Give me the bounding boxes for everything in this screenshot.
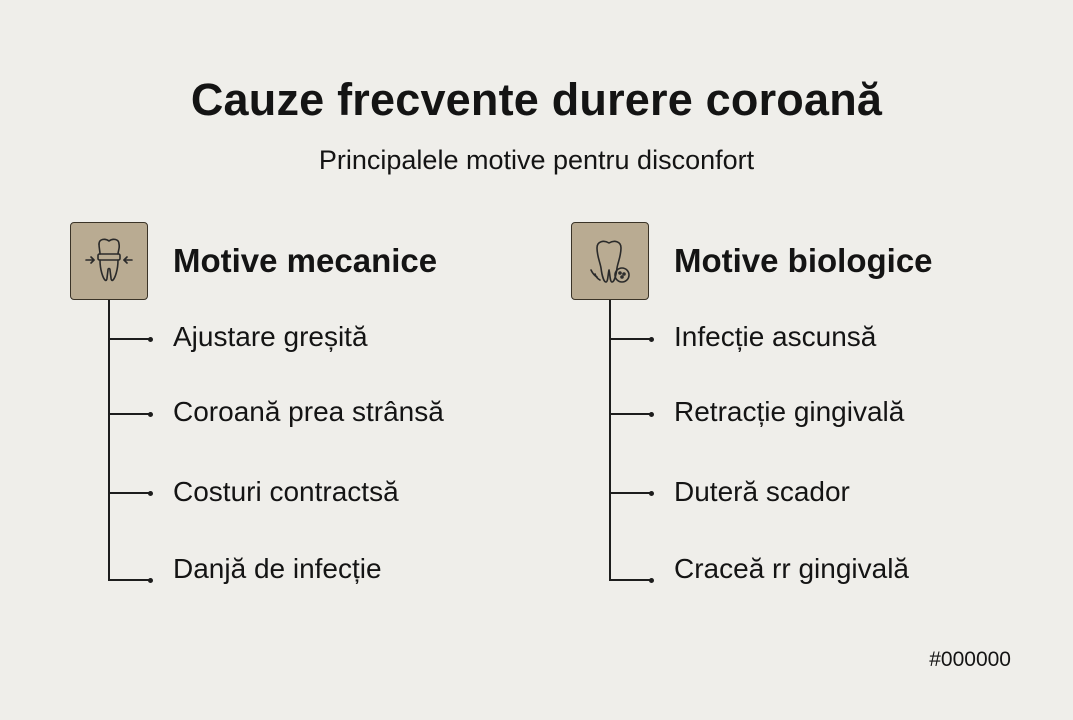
mechanical-causes-column xyxy=(70,222,530,592)
branch-dot xyxy=(649,578,654,583)
branch-dot xyxy=(649,337,654,342)
branch-dot xyxy=(649,491,654,496)
page-subtitle: Principalele motive pentru disconfort xyxy=(318,145,755,175)
page-title: Cauze frecvente durere coroană xyxy=(190,74,883,125)
biological-causes-heading: Motive biologice xyxy=(674,242,933,279)
tooth-bacteria-icon xyxy=(571,222,649,300)
branch-connector xyxy=(609,338,651,340)
biological-cause-item: Duteră scador xyxy=(674,476,850,507)
branch-connector xyxy=(108,579,150,581)
branch-connector xyxy=(609,413,651,415)
branch-dot xyxy=(148,337,153,342)
mechanical-cause-item: Costuri contractsă xyxy=(173,476,399,507)
mechanical-causes-heading: Motive mecanice xyxy=(173,242,438,279)
footer-hex-code: #000000 xyxy=(929,648,1011,671)
branch-dot xyxy=(148,491,153,496)
branch-dot xyxy=(148,578,153,583)
branch-connector xyxy=(108,413,150,415)
biological-causes-column xyxy=(571,222,1031,592)
biological-cause-item: Infecție ascunsă xyxy=(674,321,877,352)
branch-connector xyxy=(108,492,150,494)
branch-connector xyxy=(609,579,651,581)
branch-dot xyxy=(148,412,153,417)
tree-trunk-line xyxy=(108,300,110,581)
mechanical-cause-item: Coroană prea strânsă xyxy=(173,396,444,427)
branch-connector xyxy=(108,338,150,340)
biological-cause-item: Craceă rr gingivală xyxy=(674,553,909,584)
mechanical-cause-item: Danjă de infecție xyxy=(173,553,382,584)
branch-connector xyxy=(609,492,651,494)
branch-dot xyxy=(649,412,654,417)
biological-cause-item: Retracție gingivală xyxy=(674,396,905,427)
mechanical-cause-item: Ajustare greșită xyxy=(173,321,368,352)
tooth-crown-compression-icon xyxy=(70,222,148,300)
tree-trunk-line xyxy=(609,300,611,581)
